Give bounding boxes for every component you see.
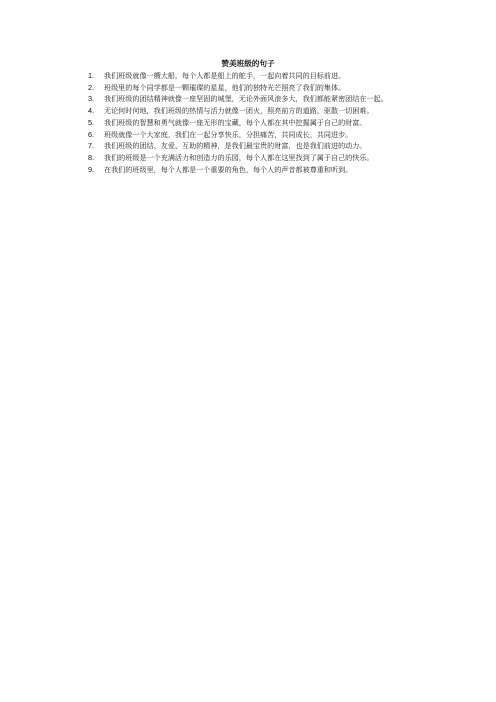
- list-item-text: 在我们的班级里，每个人都是一个重要的角色，每个人的声音都被尊重和听到。: [104, 164, 353, 174]
- list-item-number: 8.: [88, 152, 95, 162]
- list-item-number: 1.: [88, 71, 95, 80]
- list-item: [88, 105, 424, 116]
- list-item: [88, 70, 424, 81]
- list-item-text: 班级就像一个大家庭，我们在一起分享快乐，分担痛苦，共同成长，共同进步。: [104, 129, 353, 139]
- list-item: [88, 152, 424, 163]
- list-item: [88, 164, 424, 175]
- list-item-text: 我们班级的智慧和勇气就像一座无形的宝藏，每个人都在其中挖掘属于自己的财富。: [104, 117, 367, 127]
- list-item-number: 7.: [88, 141, 95, 151]
- list-item-text: 我们班级就像一艘大船，每个人都是船上的舵手，一起向着共同的目标前进。: [104, 71, 346, 80]
- list-item-number: 2.: [88, 82, 95, 92]
- list-item-number: 5.: [88, 117, 95, 127]
- list-item-number: 4.: [88, 106, 95, 116]
- document-title: 赞美班级的句子: [221, 59, 275, 68]
- list-item-text: 我们班级的团结精神就像一座坚固的城堡，无论外面风浪多大，我们都能紧密团结在一起。: [104, 94, 388, 104]
- list-item: [88, 82, 424, 93]
- list-item-text: 我们班级的团结、友爱、互助的精神，是我们最宝贵的财富，也是我们前进的动力。: [104, 141, 367, 151]
- list-item: [88, 140, 424, 151]
- sentence-list: [88, 70, 424, 175]
- list-item-text: 班级里的每个同学都是一颗璀璨的星星，他们的独特光芒照亮了我们的集体。: [104, 82, 346, 92]
- list-item-text: 我们的班级是一个充满活力和创造力的乐园，每个人都在这里找到了属于自己的快乐。: [104, 152, 374, 162]
- list-item-number: 3.: [88, 94, 95, 104]
- list-item: [88, 117, 424, 128]
- list-item-number: 6.: [88, 129, 95, 139]
- list-item-number: 9.: [88, 164, 95, 174]
- list-item: [88, 93, 424, 104]
- list-item-text: 无论何时何地，我们班级的热情与活力就像一团火，照亮前方的道路，驱散一切困难。: [104, 106, 374, 116]
- list-item: [88, 129, 424, 140]
